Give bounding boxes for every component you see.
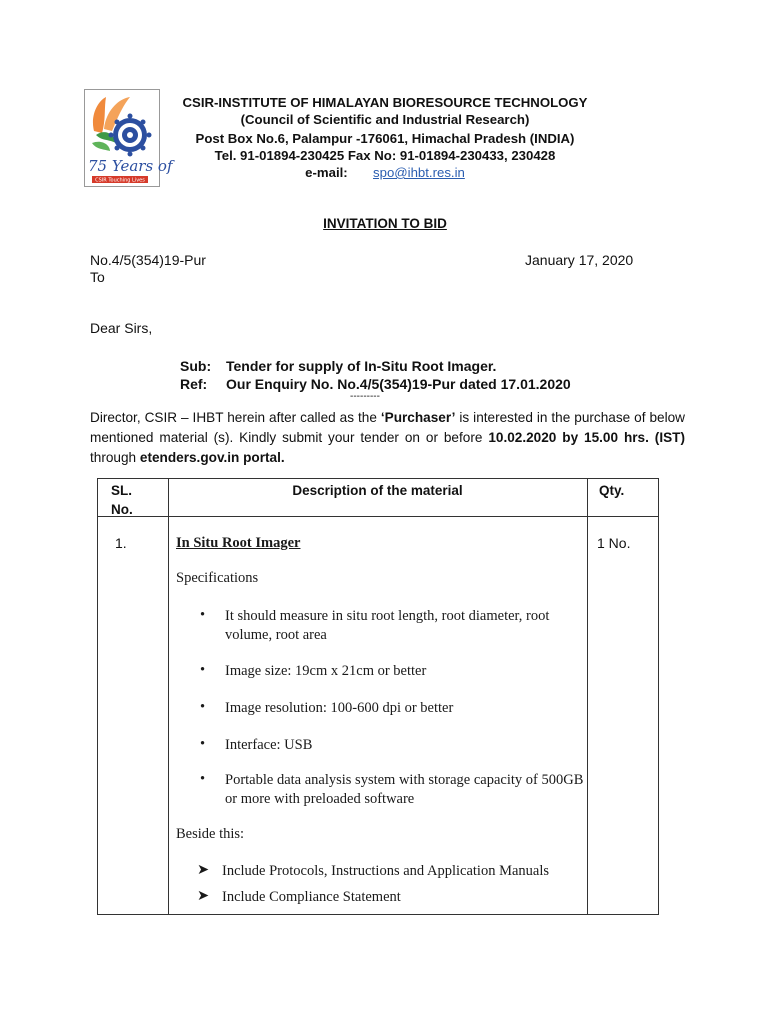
table-divider [98,516,658,517]
salutation: Dear Sirs, [90,320,153,336]
specifications-heading: Specifications [176,570,259,586]
csir-75-years-logo [84,89,173,187]
logo-years-text: 75 Years of [88,157,173,175]
para-text-2: is interested in the purchase of below mentioned material (s). Kindly submit your tender on or before [90,410,685,445]
bullet-icon: • [200,736,206,752]
reference-number: No.4/5(354)19-Pur [90,252,206,268]
arrow-bullet-icon: ➤ [197,888,210,904]
material-table: SL. No. Description of the material Qty. 1. 1 No. In Situ Root Imager Specifications • It should measure in situ root length, root diameter, root volume, root area • Image size: 19cm x 21cm or better • Image resolution: 100-600 dpi or better • Interface: USB • Portable data analysis system with storage capacity of 500GB or more with preloaded software Beside this: ➤ Include Protocols, Instructions and Application Manuals ➤ Include Compliance Statement [97,478,659,915]
letter-date: January 17, 2020 [525,252,634,268]
intro-paragraph [90,408,685,468]
logo-tagline-text: CSIR Touching Lives [95,177,145,184]
council-name: (Council of Scientific and Industrial Research) [240,112,530,127]
bullet-icon: • [200,771,206,787]
document-title: INVITATION TO BID [323,216,447,231]
email-line [170,164,600,181]
tender-portal: etenders.gov.in portal. [139,450,285,465]
bullet-icon: • [200,662,206,678]
table-divider [587,479,588,914]
email-label: e-mail: [305,165,348,180]
arrow-bullet-icon: ➤ [197,862,210,878]
subject-label: Sub: [180,358,212,374]
submission-deadline: 10.02.2020 by 15.00 hrs. (IST) [488,430,686,445]
org-name: CSIR-INSTITUTE OF HIMALAYAN BIORESOURCE TECHNOLOGY [182,95,588,110]
bullet-icon: • [200,607,206,623]
separator-line: --------- [350,391,380,402]
purchaser-term: ‘Purchaser’ [380,410,456,425]
postal-address: Post Box No.6, Palampur -176061, Himachal Pradesh (INDIA) [195,131,575,146]
column-header-sl-no: SL. No. [111,483,133,517]
column-header-description: Description of the material [292,483,463,498]
beside-this-heading: Beside this: [176,826,245,842]
email-link[interactable]: spo@ihbt.res.in [373,165,465,180]
to-line: To [90,269,105,285]
para-text-3: through [90,450,140,465]
para-text-1: Director, CSIR – IHBT herein after called as the [90,410,381,425]
column-header-qty: Qty. [599,483,625,498]
ref-text: Our Enquiry No. No.4/5(354)19-Pur dated 17.01.2020 [226,376,571,392]
ref-label: Ref: [180,376,208,392]
row-sl-number: 1. [115,535,127,551]
row-quantity: 1 No. [597,535,631,551]
subject-text: Tender for supply of In-Situ Root Imager. [226,358,497,374]
bullet-icon: • [200,699,206,715]
item-name: In Situ Root Imager [176,535,301,551]
phone-fax: Tel. 91-01894-230425 Fax No: 91-01894-230433, 230428 [214,148,556,163]
table-divider [168,479,169,914]
